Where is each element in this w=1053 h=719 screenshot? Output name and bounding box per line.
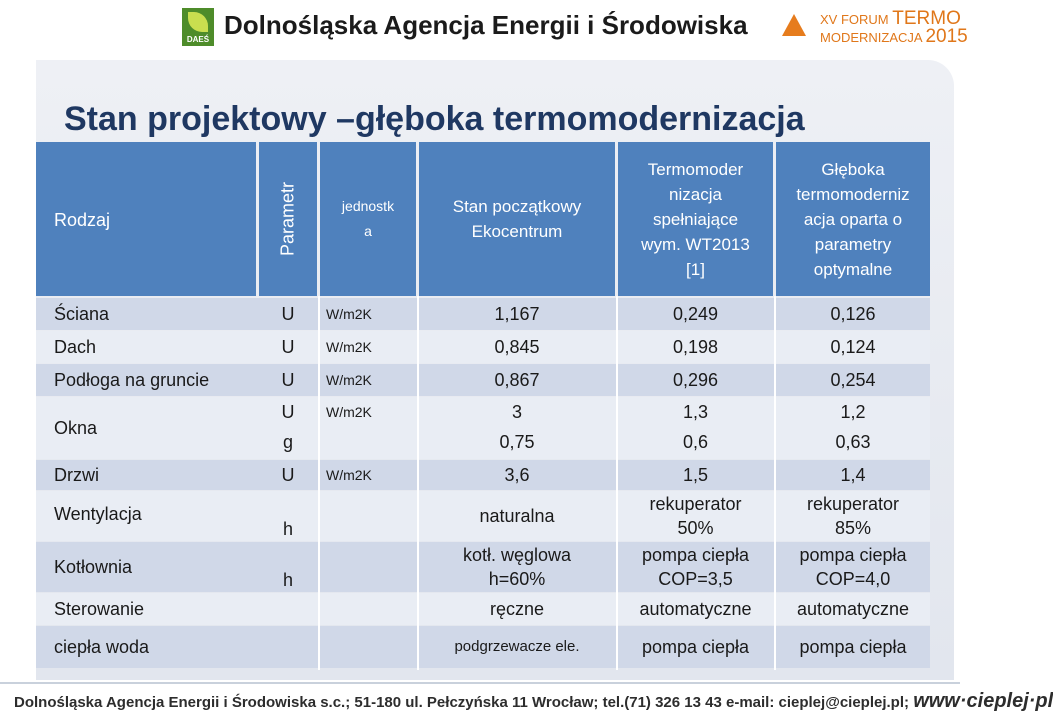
row-start: 0,867 [494,370,540,390]
row-name: Drzwi [54,464,99,485]
header-rodzaj-label: Rodzaj [54,210,111,230]
row-start: 3,6 [504,465,530,485]
table-row-sciana [36,298,930,330]
forum-line-2-small: MODERNIZACJA [820,30,922,45]
daes-logo [182,8,214,46]
row-start: 3 [511,402,522,422]
row-deep-line-2: 85% [834,518,872,538]
row-param: U [281,369,295,390]
row-start-line-2: h=60% [488,569,546,589]
row-deep-line-1: pompa ciepła [799,545,907,565]
header-wt-line-1: Termomoder [647,159,744,179]
header-parametr [259,142,317,296]
header-jednostka [320,142,416,296]
logo-text: DAEŚ [186,35,210,44]
row-param-g: g [282,431,293,452]
table-row-podloga [36,364,930,396]
footer-contact: Dolnośląska Agencja Energii i Środowiska s.c.; 51-180 ul. Pełczyńska 11 Wrocław; tel.(71) 326 13 43 e-mail: cieplej@cieplej.pl; [14,694,910,711]
row-start: ręczne [489,599,545,619]
row-wt: 0,249 [672,304,719,324]
row-unit: W/m2K [326,467,372,483]
column-divider [417,296,419,670]
footer-divider [0,682,960,684]
table-row-okna [36,397,930,459]
header-jednostka-line-2: a [364,223,372,239]
forum-line-2-big: 2015 [925,26,968,47]
row-start: naturalna [479,506,555,526]
header-wt2013 [618,142,773,296]
row-wt-line-2: 50% [677,518,714,538]
forum-line-2 [820,26,968,48]
table-row-sterowanie [36,593,930,625]
header-wt-line-4: wym. WT2013 [641,234,750,254]
row-wt-g: 0,6 [682,432,709,452]
row-wt: pompa ciepła [641,637,750,657]
row-name: Podłoga na gruncie [54,369,210,390]
leaf-icon [188,12,208,32]
row-unit: W/m2K [326,372,372,388]
header-start-line-2: Ekocentrum [471,222,563,241]
row-unit: W/m2K [326,339,372,355]
row-unit: W/m2K [326,306,372,322]
footer [14,690,1053,713]
row-wt: 0,198 [672,337,719,357]
row-name: Okna [54,417,98,438]
row-wt-line-1: rekuperator [649,494,742,514]
row-name: Kotłownia [54,556,133,577]
header-deep-line-4: parametry [814,234,892,254]
row-deep: 0,126 [830,304,876,324]
row-deep: 0,254 [830,370,876,390]
row-start: 1,167 [494,304,540,324]
row-param: U [281,336,295,357]
row-param: U [281,401,295,422]
row-deep-g: 0,63 [835,432,871,452]
header-deep-line-3: acja oparta o [803,209,903,229]
header-deep-line-5: optymalne [813,259,893,279]
row-wt: 0,296 [672,370,719,390]
row-name: Dach [54,336,97,357]
row-deep: 0,124 [830,337,876,357]
forum-logo-icon [782,14,806,36]
header-rodzaj [36,142,256,296]
slide-header [0,0,968,56]
row-deep: pompa ciepła [799,637,907,657]
row-name: ciepła woda [54,636,150,657]
column-divider [774,296,776,670]
header-deep-line-2: termomoderniz [796,184,910,204]
row-deep: 1,4 [840,465,866,485]
forum-line-1-big: TERMO [892,8,961,29]
row-param: h [282,518,293,539]
header-wt-line-3: spełniające [652,209,739,229]
header-wt-line-2: nizacja [669,184,722,204]
header-parametr-label: Parametr [277,181,298,257]
row-deep: 1,2 [840,402,866,422]
row-deep-line-1: rekuperator [806,494,900,514]
row-param: h [282,569,293,590]
column-divider [616,296,618,670]
header-start-line-1: Stan początkowy [452,197,582,216]
row-wt: 1,3 [682,402,709,422]
table-row-wentylacja [36,491,930,541]
table-row-drzwi [36,460,930,490]
row-wt [618,542,773,592]
row-deep [776,542,930,592]
row-start: podgrzewacze ele. [454,638,580,655]
row-deep [776,491,930,541]
row-wt: 1,5 [682,465,709,485]
row-wt [618,491,773,541]
row-name: Wentylacja [54,503,142,524]
row-start: 0,845 [494,337,540,357]
table-row-kotlownia [36,542,930,592]
table-row-ciepla-woda [36,626,930,668]
header-deep-line-1: Głęboka [821,159,885,179]
forum-line-1-small: XV FORUM [820,12,889,27]
row-param: U [281,303,295,324]
header-gleboka [776,142,930,296]
header-wt-line-5: [1] [686,259,705,279]
footer-website: www·cieplej·pl [913,690,1053,712]
table-row-dach [36,331,930,363]
agency-name: Dolnośląska Agencja Energii i Środowiska [224,10,748,40]
row-wt: automatyczne [639,599,752,619]
row-deep: automatyczne [796,599,910,619]
row-param: U [281,464,295,485]
row-name: Sterowanie [54,598,145,619]
row-wt-line-1: pompa ciepła [641,545,750,565]
row-unit: W/m2K [326,404,372,420]
header-jednostka-line-1: jednostk [341,198,395,214]
row-start [419,542,615,592]
row-start-line-1: kotł. węglowa [462,545,572,565]
row-wt-line-2: COP=3,5 [658,569,733,589]
column-divider [318,296,320,670]
row-start-g: 0,75 [499,432,535,452]
row-name: Ściana [54,303,110,324]
header-stan-poczatkowy [419,142,615,296]
row-deep-line-2: COP=4,0 [815,569,891,589]
slide-title: Stan projektowy –głęboka termomodernizacja [64,100,805,138]
